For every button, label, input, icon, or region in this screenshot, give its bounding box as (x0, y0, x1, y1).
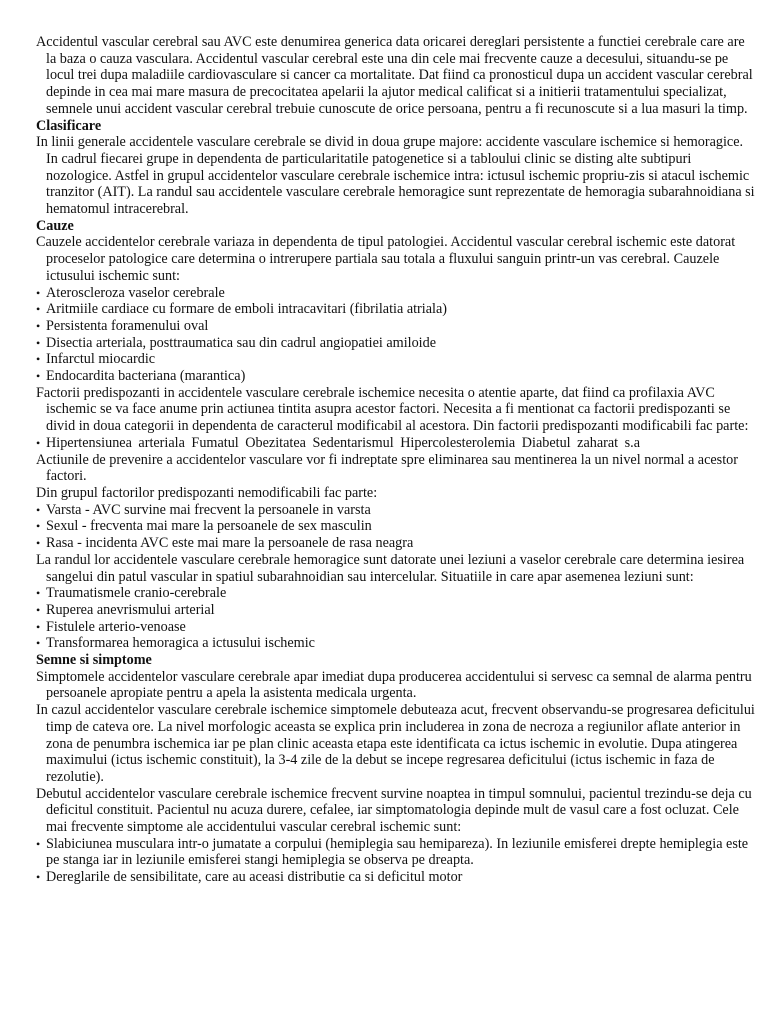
list-item: • Persistenta foramenului oval (36, 318, 758, 335)
symptoms-list (36, 836, 758, 886)
list-item: • Traumatismele cranio-cerebrale (36, 585, 758, 602)
ischemic-causes-list (36, 285, 758, 385)
nonmodifiable-factors-list (36, 502, 758, 552)
list-item: • Varsta - AVC survine mai frecvent la persoanele in varsta (36, 502, 758, 519)
list-item: • Ateroscleroza vaselor cerebrale (36, 285, 758, 302)
list-item: • Ruperea anevrismului arterial (36, 602, 758, 619)
semne-paragraph-2: In cazul accidentelor vasculare cerebrale ischemice simptomele debuteaza acut, frecvent observandu-se progresarea deficitului timp de cateva ore. La nivel morfologic aceasta se explica prin includerea in zona de necroza a regiunilor aflate anterior in zona de penumbra ischemica iar pe plan clinic aceasta etapa este identificata ca ictus ischemic in evolutie. Dupa atingerea maximului (ictus ischemic constituit), la 3-4 zile de la debut se incepe regresarea deficitului (ictus ischemic in faza de rezolutie). (36, 702, 755, 785)
factors-paragraph: Factorii predispozanti in accidentele vasculare cerebrale ischemice necesita o atentie aparte, dat fiind ca profilaxia AVC ischemic se va face anume prin actiunea tintita asupra acestor factori. Necesita a fi mentionat ca factorii predispozanti se divid in doua categorii in dependenta de caracterul modificabil al acestora. Din factorii predispozanti modificabili fac parte: (36, 384, 749, 435)
cauze-intro-paragraph: Cauzele accidentelor cerebrale variaza in dependenta de tipul patologiei. Accidentul vascular cerebral ischemic este datorat proceselor patologice care determina o intrerupere partiala sau totala a fluxului sanguin printr-un vas cerebral. Cauzele ictusului ischemic sunt: (36, 234, 736, 284)
document-body (36, 34, 758, 886)
list-item: • Disectia arteriala, posttraumatica sau din cadrul angiopatiei amiloide (36, 335, 758, 352)
list-item: • Dereglarile de sensibilitate, care au aceasi distributie ca si deficitul motor (36, 869, 758, 886)
list-item: • Rasa - incidenta AVC este mai mare la persoanele de rasa neagra (36, 535, 758, 552)
clasificare-paragraph: In linii generale accidentele vasculare cerebrale se divid in doua grupe majore: accidente vasculare ischemice si hemoragice. In cadrul fiecarei grupe in dependenta de particularitatile patogenetice si a tabloului clinic se disting alte subtipuri nozologice. Astfel in grupul accidentelor vasculare cerebrale ischemice intra: ictusul ischemic propriu-zis si atacul ischemic tranzitor (AIT). La randul sau accidentele vasculare cerebrale hemoragice sunt reprezentate de hemoragia subarahnoidiana si hematomul intracerebral. (36, 134, 755, 218)
prevention-paragraph: Actiunile de prevenire a accidentelor vasculare vor fi indreptate spre eliminarea sau mentinerea la un nivel normal a acestor factori. (36, 451, 738, 485)
list-item: • Aritmiile cardiace cu formare de emboli intracavitari (fibrilatia atriala) (36, 301, 758, 318)
list-item: • Slabiciunea musculara intr-o jumatate a corpului (hemiplegia sau hemipareza). In leziunile emisferei drepte hemiplegia este pe stanga iar in leziunile emisferei stangi hemiplegia se observa pe dreapta. (36, 836, 758, 869)
hemorrhagic-causes-list (36, 585, 758, 652)
list-item: • Endocardita bacteriana (marantica) (36, 368, 758, 385)
nonmodifiable-intro: Din grupul factorilor predispozanti nemodificabili fac parte: (36, 484, 378, 501)
intro-paragraph: Accidentul vascular cerebral sau AVC este denumirea generica data oricarei dereglari persistente a functiei cerebrale care are la baza o cauza vasculara. Accidentul vascular cerebral este una din cele mai frecvente cauze a decesului, situandu-se pe locul trei dupa maladiile cardiovasculare si cancer ca mortalitate. Dat fiind ca pronosticul dupa un accident vascular cerebral depinde in cea mai mare masura de precocitatea apelarii la ajutor medical calificat si a initierii tratamentului specializat, semnele unui accident vascular cerebral trebuie cunoscute de orice persoana, pentru a fi recunoscute si a lua masuri la timp. (36, 34, 753, 117)
list-item: • Infarctul miocardic (36, 351, 758, 368)
semne-paragraph-1: Simptomele accidentelor vasculare cerebrale apar imediat dupa producerea accidentului si servesc ca semnal de alarma pentru persoanele apropiate pentru a apela la asistenta medicala urgenta. (36, 668, 752, 702)
list-item: • Hipertensiunea arteriala Fumatul Obezitatea Sedentarismul Hipercolesterolemia Diabetul zaharat s.a (36, 435, 758, 452)
semne-paragraph-3: Debutul accidentelor vasculare cerebrale ischemice frecvent survine noaptea in timpul somnului, pacientul trezindu-se deja cu deficitul constituit. Pacientul nu acuza durere, cefalee, iar simptomatologia depinde mult de vasul care a fost ocluzat. Cele mai frecvente simptome ale accidentului vascular cerebral ischemic sunt: (36, 785, 752, 836)
heading-semne: Semne si simptome (36, 652, 152, 669)
heading-cauze: Cauze (36, 217, 74, 234)
hemorrhagic-paragraph: La randul lor accidentele vasculare cerebrale hemoragice sunt datorate unei leziuni a vaselor cerebrale care determina iesirea sangelui din patul vascular in spatiul subarahnoidian sau intercelular. Situatiile in care apar asemenea leziuni sunt: (36, 551, 745, 585)
heading-clasificare: Clasificare (36, 117, 102, 134)
modifiable-factors-list (36, 435, 758, 452)
list-item: • Transformarea hemoragica a ictusului ischemic (36, 635, 758, 652)
list-item: • Sexul - frecventa mai mare la persoanele de sex masculin (36, 518, 758, 535)
list-item: • Fistulele arterio-venoase (36, 619, 758, 636)
